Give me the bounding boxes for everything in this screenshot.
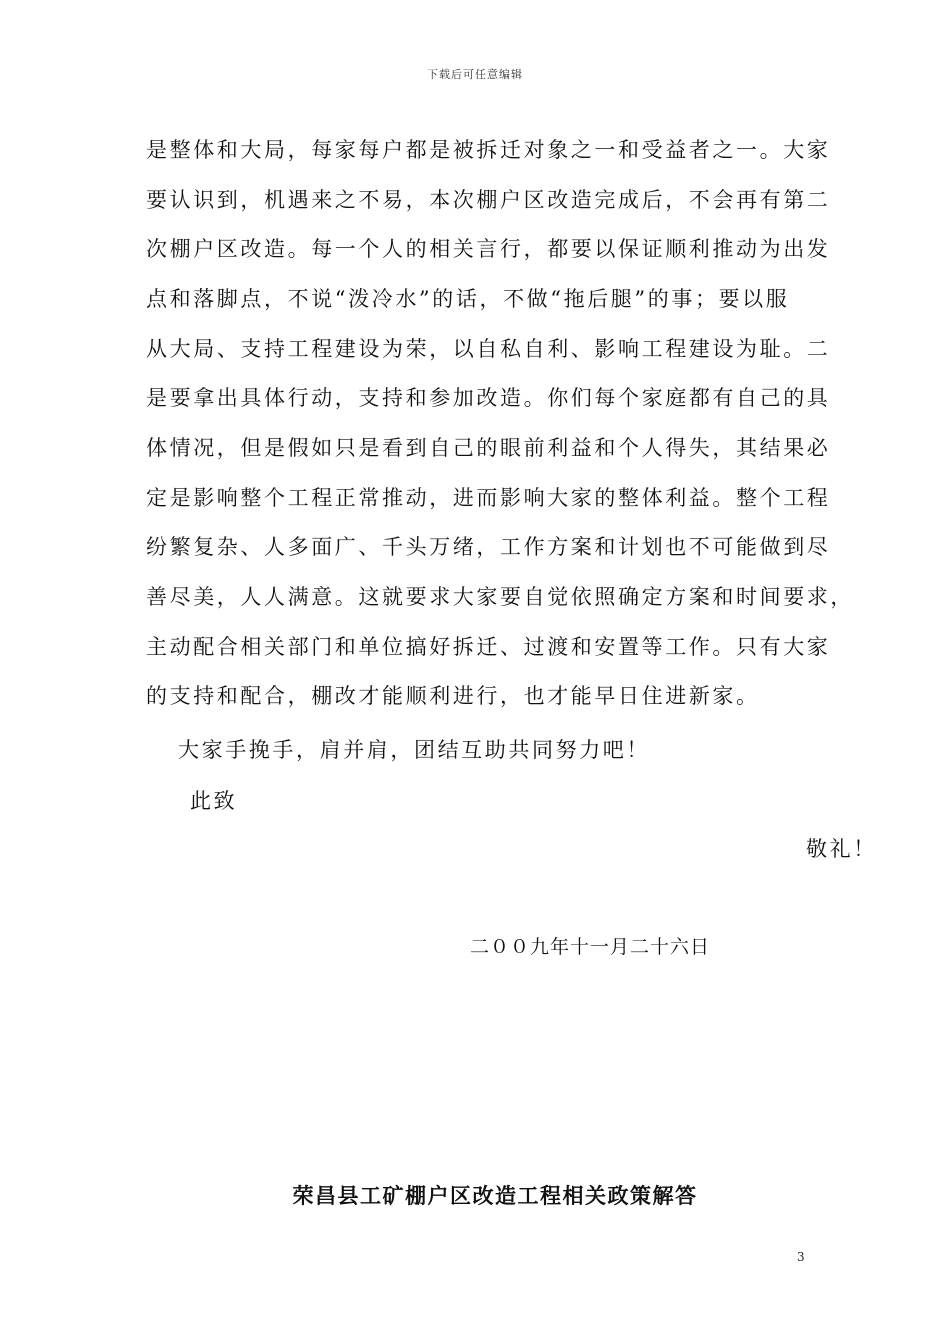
body-line: 是整体和大局，每家每户都是被拆迁对象之一和受益者之一。大家 bbox=[146, 138, 831, 162]
body-line: 从大局、支持工程建设为荣，以自私自利、影响工程建设为耻。二 bbox=[146, 337, 831, 361]
body-line: 的支持和配合，棚改才能顺利进行，也才能早日住进新家。 bbox=[146, 684, 760, 708]
closing-salute: 敬礼！ bbox=[806, 837, 877, 861]
closing-call: 大家手挽手，肩并肩，团结互助共同努力吧！ bbox=[178, 738, 650, 762]
body-line: 纷繁复杂、人多面广、千头万绪，工作方案和计划也不可能做到尽 bbox=[146, 535, 831, 559]
body-line: 主动配合相关部门和单位搞好拆迁、过渡和安置等工作。只有大家 bbox=[146, 635, 831, 659]
body-line: 点和落脚点，不说“泼冷水”的话，不做“拖后腿”的事；要以服 bbox=[146, 287, 790, 311]
body-line: 次棚户区改造。每一个人的相关言行，都要以保证顺利推动为出发 bbox=[146, 237, 831, 261]
section-title: 荣昌县工矿棚户区改造工程相关政策解答 bbox=[292, 1183, 698, 1208]
body-line: 是要拿出具体行动，支持和参加改造。你们每个家庭都有自己的具 bbox=[146, 386, 831, 410]
letter-date: 二００九年十一月二十六日 bbox=[470, 936, 711, 958]
body-line: 善尽美，人人满意。这就要求大家要自觉依照确定方案和时间要求， bbox=[146, 585, 854, 609]
page-number: 3 bbox=[797, 1250, 805, 1264]
page-header: 下载后可任意编辑 bbox=[427, 68, 523, 81]
body-line: 体情况，但是假如只是看到自己的眼前利益和个人得失，其结果必 bbox=[146, 436, 831, 460]
closing-to: 此致 bbox=[190, 789, 238, 813]
body-line: 定是影响整个工程正常推动，进而影响大家的整体利益。整个工程 bbox=[146, 486, 831, 510]
body-line: 要认识到，机遇来之不易，本次棚户区改造完成后，不会再有第二 bbox=[146, 188, 831, 212]
